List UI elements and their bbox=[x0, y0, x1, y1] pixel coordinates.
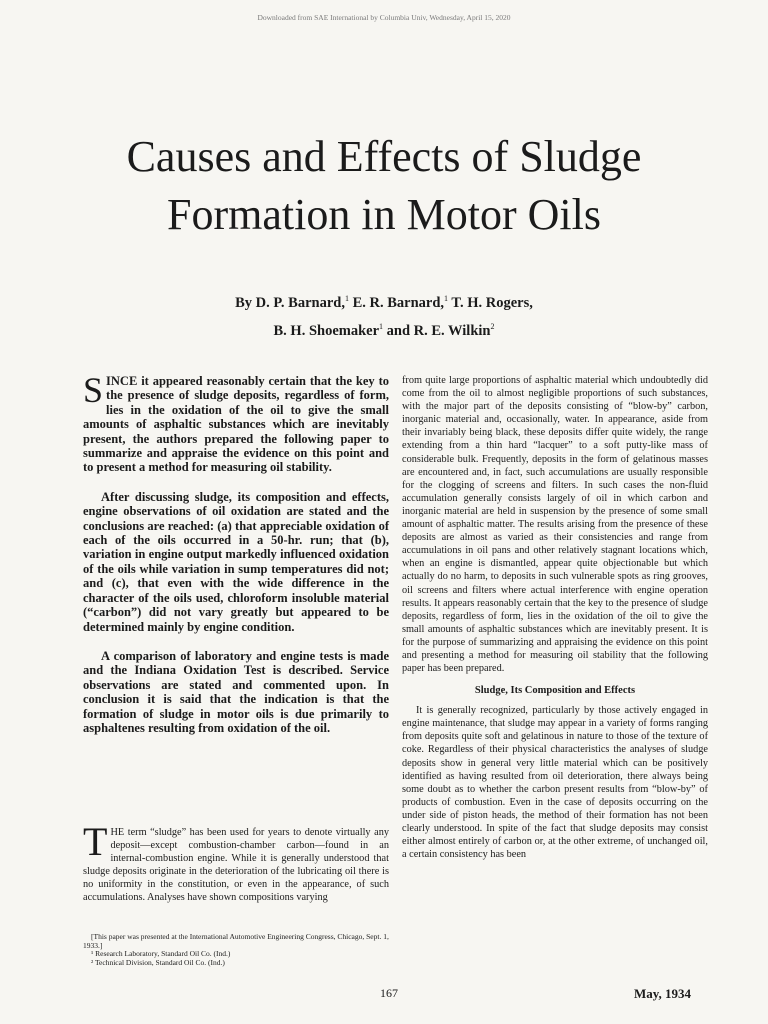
right-column bbox=[402, 374, 708, 861]
author-2: E. R. Barnard, bbox=[348, 294, 445, 311]
author-2-affil: 1 bbox=[444, 294, 449, 303]
intro-paragraph bbox=[83, 819, 389, 905]
author-3: T. H. Rogers, bbox=[448, 294, 533, 311]
drop-cap: T bbox=[83, 819, 108, 864]
title-line-1: Causes and Effects of Sludge bbox=[126, 132, 642, 181]
paper-title bbox=[0, 128, 768, 244]
author-4: B. H. Shoemaker bbox=[273, 322, 380, 339]
intro-text: HE term “sludge” has been used for years to denote virtually any deposit—except combustion-chamber carbon—found in an internal-combustion engine. While it is generally understood that sludge deposits originate in the deterioration of the lubricating oil there is no uniformity in the constitution, or even in the appearance, of such accumulations. Analyses have shown compositions varying bbox=[83, 827, 389, 904]
footnotes bbox=[83, 933, 389, 967]
body-paragraph-1: from quite large proportions of asphaltic material which undoubtedly did come from the oil to almost negligible proportions of such substances, with the major part of the deposits consisting of “blow-by” carbon, inorganic material and, occasionally, water. In appearance, aside from their invariably being black, these deposits differ quite widely, the range extending from a thin hard “lacquer” to a soft putty-like mass of considerable bulk. Frequently, deposits in the form of gelatinous masses are encountered and, in fact, such accumulations are usually responsible for the clogging of screens and filters. In such cases the non-fluid accumulation generally consists largely of oil in which carbon and inorganic material are held in suspension by the presence of some small amount of asphaltic matter. The results arising from the presence of these deposits are almost as varied as their consistencies and range from accumulations in oil pans and other relatively stagnant locations which, when an engine is dismantled, appear quite objectionable but which actually do no harm, to deposits in such vulnerable spots as ring grooves, oil screens and filters where actual interference with engine operation results. It appears reasonably certain that the key to the presence of sludge deposits, regardless of form, lies in the oxidation of the oil to give the small amounts of asphaltic substances which are inevitably present. It is for the purpose of summarizing and appraising the evidence on this point and presenting a method for measuring oil stability that the following paper has been prepared. bbox=[402, 375, 708, 675]
section-heading: Sludge, Its Composition and Effects bbox=[474, 685, 636, 697]
author-list bbox=[0, 287, 768, 343]
body-paragraph-2: It is generally recognized, particularly by those actively engaged in engine maintenance, that sludge may appear in a variety of forms ranging from deposits quite soft and gelatinous in nature to those of the texture of coke. Regardless of their physical characteristics the analyses of sludge deposits show in general very little material which can be positively identified as having resulted from oil deterioration, there always being some doubt as to whether the carbon present results from “blow-by” of products of combustion. Even in the case of deposits occurring on the under side of piston heads, the method of their formation has not been clearly understood. In spite of the fact that sludge deposits may consist either almost entirely of carbon or, at the other extreme, of unchanged oil, a certain consistency has been bbox=[402, 705, 708, 861]
footnote-presentation: [This paper was presented at the International Automotive Engineering Congress, Chicago, Sept. 1, 1933.] bbox=[83, 932, 389, 950]
abstract-paragraph-3: A comparison of laboratory and engine tests is made and the Indiana Oxidation Test is described. Service observations are stated and commented upon. In conclusion it is said that the indication is that the formation of sludge in motor oils is due primarily to asphaltenes resulting from oxidation of the oil. bbox=[83, 648, 389, 735]
drop-cap: S bbox=[83, 370, 104, 410]
author-1: By D. P. Barnard, bbox=[235, 294, 345, 311]
download-note: Downloaded from SAE International by Columbia Univ, Wednesday, April 15, 2020 bbox=[257, 13, 511, 22]
abstract-paragraph-1 bbox=[83, 370, 389, 475]
abstract-text-1: INCE it appeared reasonably certain that the key to the presence of sludge deposits, regardless of form, lies in the oxidation of the oil to give the small amounts of asphaltic substances which are inevitably present, the authors prepared the following paper to summarize and appraise the evidence on this point and to present a method for measuring oil stability. bbox=[83, 374, 389, 475]
title-line-2: Formation in Motor Oils bbox=[167, 190, 601, 239]
author-4-affil: 1 bbox=[379, 321, 384, 331]
author-5: and R. E. Wilkin bbox=[383, 322, 491, 339]
abstract bbox=[83, 370, 389, 750]
footnote-2: ² Technical Division, Standard Oil Co. (Ind.) bbox=[91, 957, 225, 967]
author-1-affil: 1 bbox=[344, 294, 349, 303]
issue-date: May, 1934 bbox=[634, 986, 692, 1001]
abstract-paragraph-2: After discussing sludge, its composition and effects, engine observations of oil oxidation are stated and the conclusions are reached: (a) that appreciable oxidation of each of the oils occurred in a 50-hr. run; that (b), variation in engine output markedly influenced oxidation of the oils while variation in sump temperatures did not; and (c), that even with the wide difference in the character of the oils used, chloroform insoluble material (“carbon”) did not vary greatly but appeared to be determined mainly by engine condition. bbox=[83, 489, 389, 634]
author-5-affil: 2 bbox=[490, 321, 495, 331]
footnote-1: ¹ Research Laboratory, Standard Oil Co. (Ind.) bbox=[91, 949, 231, 959]
page-number: 167 bbox=[380, 986, 398, 1000]
